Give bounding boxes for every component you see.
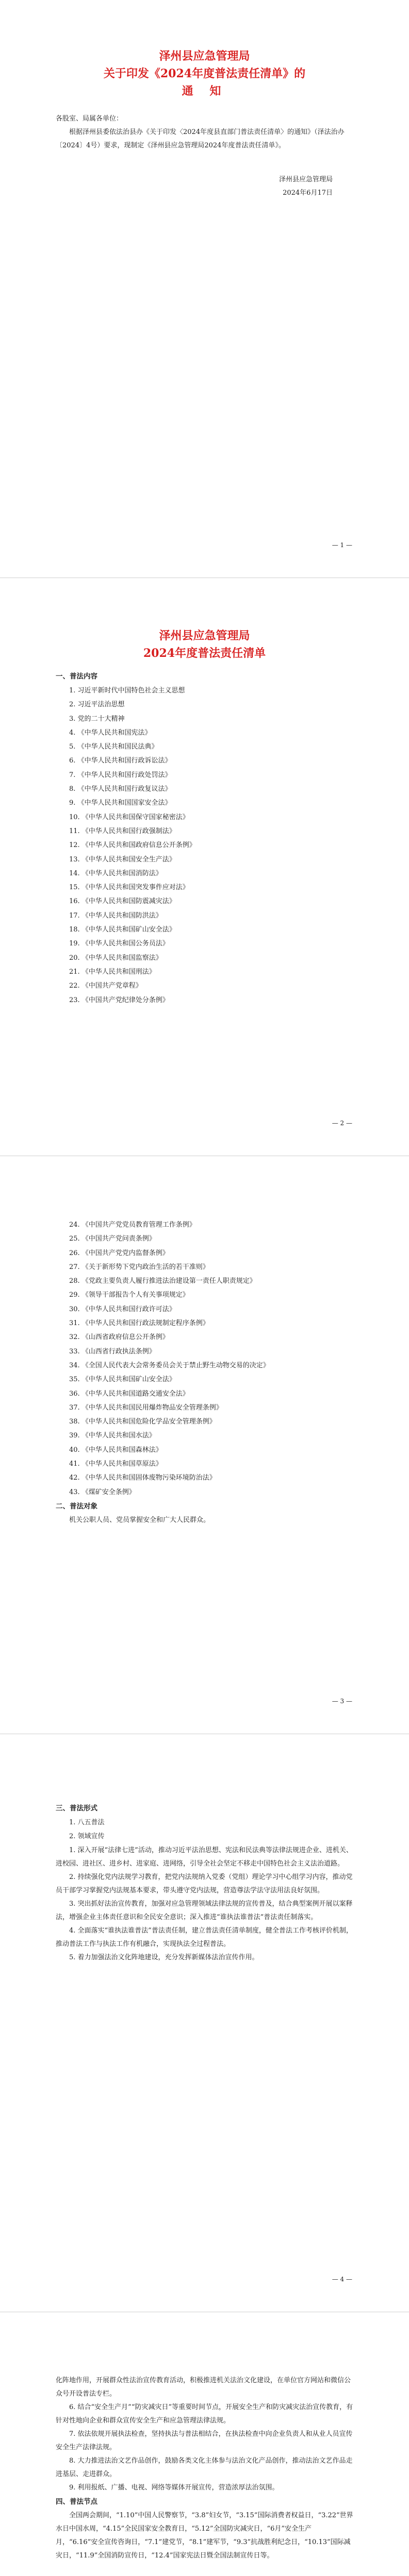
list-item: 26. 《中国共产党党内监督条例》: [69, 1249, 169, 1257]
list-item: 29. 《领导干部报告个人有关事项规定》: [69, 1291, 189, 1299]
paragraph: 4. 全面落实“谁执法谁普法”普法责任制，建立普法责任清单制度，健全普法工作考核评价机制，推动普法工作与执法工作有机融合，实现执法全过程普法。: [56, 1926, 353, 1948]
list-title-line1: 泽州县应急管理局: [159, 629, 250, 642]
section-heading: 二、普法对象: [56, 1502, 97, 1511]
list-item: 31. 《中华人民共和国行政法规制定程序条例》: [69, 1319, 209, 1328]
page-1: [0, 0, 409, 578]
page-number: — 4 —: [332, 2276, 352, 2283]
paragraph: 6. 结合“安全生产月”“防灾减灾日”等重要时间节点，开展安全生产和防灾减灾法治宣传教育，有针对性地向企业和群众宣传安全生产和应急管理法律法规。: [56, 2403, 353, 2425]
list-item: 41. 《中华人民共和国草原法》: [69, 1460, 162, 1468]
list-item: 27. 《关于新形势下党内政治生活的若干准则》: [69, 1263, 209, 1271]
list-body-continued: [56, 1218, 353, 1527]
list-item: 6. 《中华人民共和国行政诉讼法》: [69, 757, 172, 765]
list-item: 4. 《中华人民共和国宪法》: [69, 728, 152, 737]
doc-title-line1: 泽州县应急管理局: [159, 49, 250, 63]
nodes-paragraph: 全国两会期间，“1.10”中国人民警察节，“3.8”妇女节，“3.15”国际消费者权益日，“3.22”世界水日中国水周，“4.15”全民国家安全教育日，“5.12”全国防灾减灾日，“6月”安全生产月，“6.16”安全宣传咨询日，“7.1”建党节，“8.1”建军节，“9.3”抗战胜利纪念日，“10.13”国际减灾日，“11.9”全国消防宣传日，“12.4”国家宪法日暨全国法制宣传日等。: [56, 2512, 353, 2560]
list-item: 12. 《中华人民共和国政府信息公开条例》: [69, 841, 196, 850]
list-item: 38. 《中华人民共和国危险化学品安全管理条例》: [69, 1418, 216, 1426]
page-number: — 1 —: [332, 541, 352, 549]
list-item: 2. 习近平法治思想: [69, 701, 125, 709]
page-2: [0, 578, 409, 1156]
page-number: — 2 —: [332, 1120, 352, 1127]
doc-title-line2: 关于印发《2024年度普法责任清单》的: [103, 67, 306, 80]
list-item: 11. 《中华人民共和国行政强制法》: [69, 827, 176, 835]
list-item: 13. 《中华人民共和国安全生产法》: [69, 855, 176, 863]
list-item: 1. 八五普法: [69, 1819, 105, 1826]
list-item: 30. 《中华人民共和国行政许可法》: [69, 1305, 176, 1313]
list-item: 18. 《中华人民共和国矿山安全法》: [69, 926, 176, 934]
list-item: 25. 《中国共产党问责条例》: [69, 1235, 156, 1243]
sign-date: 2024年6月17日: [283, 189, 333, 197]
section-heading: 三、普法形式: [56, 1804, 97, 1812]
content-list: [56, 684, 353, 1007]
salutation: 各股室、局属各单位：: [56, 115, 123, 123]
section-heading: 四、普法节点: [56, 2498, 97, 2506]
list-item: 24. 《中国共产党党员教育管理工作条例》: [69, 1221, 196, 1229]
paragraph: 7. 依法依规开展执法检查，坚持执法与普法相结合，在执法检查中向企业负责人和从业人员宣传安全生产法律法规。: [56, 2430, 353, 2451]
list-item: 28. 《党政主要负责人履行推进法治建设第一责任人职责规定》: [69, 1277, 256, 1285]
list-item: 8. 《中华人民共和国行政复议法》: [69, 785, 172, 793]
paragraph: 8. 大力推进法治文艺作品创作，鼓励各类文化主体参与法治文化产品创作，推动法治文艺作品走进基层、走进群众。: [56, 2457, 353, 2478]
section-heading: 一、普法内容: [56, 672, 97, 681]
list-item: 21. 《中华人民共和国刑法》: [69, 968, 156, 976]
paragraph: 化阵地作用，开展群众性法治宣传教育活动，积极推进机关法治文化建设，在单位官方网站和微信公众号开设普法专栏。: [56, 2377, 351, 2398]
list-item: 3. 党的二十大精神: [69, 715, 125, 723]
paragraph: 1. 深入开展“法律七进”活动，推动习近平法治思想、宪法和民法典等法律法规进企业、进机关、进校园、进社区、进乡村、进家庭、进网络，引导全社会坚定不移走中国特色社会主义法治道路。: [56, 1846, 353, 1868]
page-5: [0, 2312, 409, 2576]
list-item: 17. 《中华人民共和国防洪法》: [69, 911, 162, 920]
sign-org: 泽州县应急管理局: [279, 176, 333, 183]
nodes-body: [56, 2374, 353, 2563]
list-item: 2. 领域宣传: [69, 1833, 105, 1841]
list-item: 36. 《中华人民共和国道路交通安全法》: [69, 1389, 189, 1398]
forms-body: [56, 1801, 353, 1964]
list-item: 15. 《中华人民共和国突发事件应对法》: [69, 884, 189, 892]
page-4: [0, 1734, 409, 2312]
list-item: 23. 《中国共产党纪律处分条例》: [69, 996, 169, 1004]
list-item: 10. 《中华人民共和国保守国家秘密法》: [69, 813, 189, 821]
list-item: 5. 《中华人民共和国民法典》: [69, 743, 158, 751]
target-paragraph: 机关公职人员、党员掌握安全和广大人民群众。: [69, 1516, 210, 1524]
page-3: [0, 1156, 409, 1734]
list-item: 1. 习近平新时代中国特色社会主义思想: [69, 687, 185, 694]
list-item: 19. 《中华人民共和国公务员法》: [69, 940, 169, 948]
list-item: 39. 《中华人民共和国水法》: [69, 1432, 156, 1440]
notice-paragraph: 根据泽州县委依法治县办《关于印发〈2024年度县直部门普法责任清单〉的通知》（泽法治办〔2024〕4号）要求，现制定《泽州县应急管理局2024年度普法责任清单》。: [56, 128, 345, 149]
list-item: 7. 《中华人民共和国行政处罚法》: [69, 771, 172, 779]
paragraph: 9. 利用报纸、广播、电视、网络等媒体开展宣传，营造浓厚法治氛围。: [69, 2484, 279, 2492]
list-item: 16. 《中华人民共和国防震减灾法》: [69, 897, 176, 906]
list-item: 33. 《山西省行政执法条例》: [69, 1347, 156, 1355]
list-item: 9. 《中华人民共和国国家安全法》: [69, 799, 172, 807]
list-item: 22. 《中国共产党章程》: [69, 982, 142, 990]
list-title-line2: 2024年度普法责任清单: [143, 647, 266, 660]
list-item: 40. 《中华人民共和国森林法》: [69, 1446, 162, 1454]
list-item: 42. 《中华人民共和国固体废物污染环境防治法》: [69, 1474, 216, 1482]
list-item: 43. 《煤矿安全条例》: [69, 1488, 136, 1496]
notice-body: [56, 47, 353, 200]
doc-title-line3: 通 知: [182, 84, 227, 98]
paragraph: 3. 突出抓好法治宣传教育，加强对应急管理领域法律法规的宣传普及，结合典型案例开展以案释法，增强企业主体责任意识和全民安全意识；深入推进“谁执法谁普法”普法责任制落实。: [56, 1900, 353, 1921]
paragraph: 5. 着力加强法治文化阵地建设，充分发挥新媒体法治宣传作用。: [69, 1953, 259, 1961]
paragraph: 2. 持续强化党内法规学习教育，把党内法规纳入党委（党组）理论学习中心组学习内容，推动党员干部学习掌握党内法规基本要求，带头遵守党内法规，营造尊法学法守法用法良好氛围。: [56, 1873, 353, 1894]
list-item: 37. 《中华人民共和国民用爆炸物品安全管理条例》: [69, 1403, 223, 1412]
page-number: — 3 —: [332, 1698, 352, 1705]
list-body: [56, 627, 353, 1007]
list-item: 14. 《中华人民共和国消防法》: [69, 869, 162, 877]
list-item: 32. 《山西省政府信息公开条例》: [69, 1333, 169, 1342]
list-item: 34. 《全国人民代表大会常务委员会关于禁止野生动物交易的决定》: [69, 1361, 270, 1369]
list-item: 20. 《中华人民共和国监察法》: [69, 954, 162, 962]
list-item: 35. 《中华人民共和国矿山安全法》: [69, 1376, 176, 1384]
